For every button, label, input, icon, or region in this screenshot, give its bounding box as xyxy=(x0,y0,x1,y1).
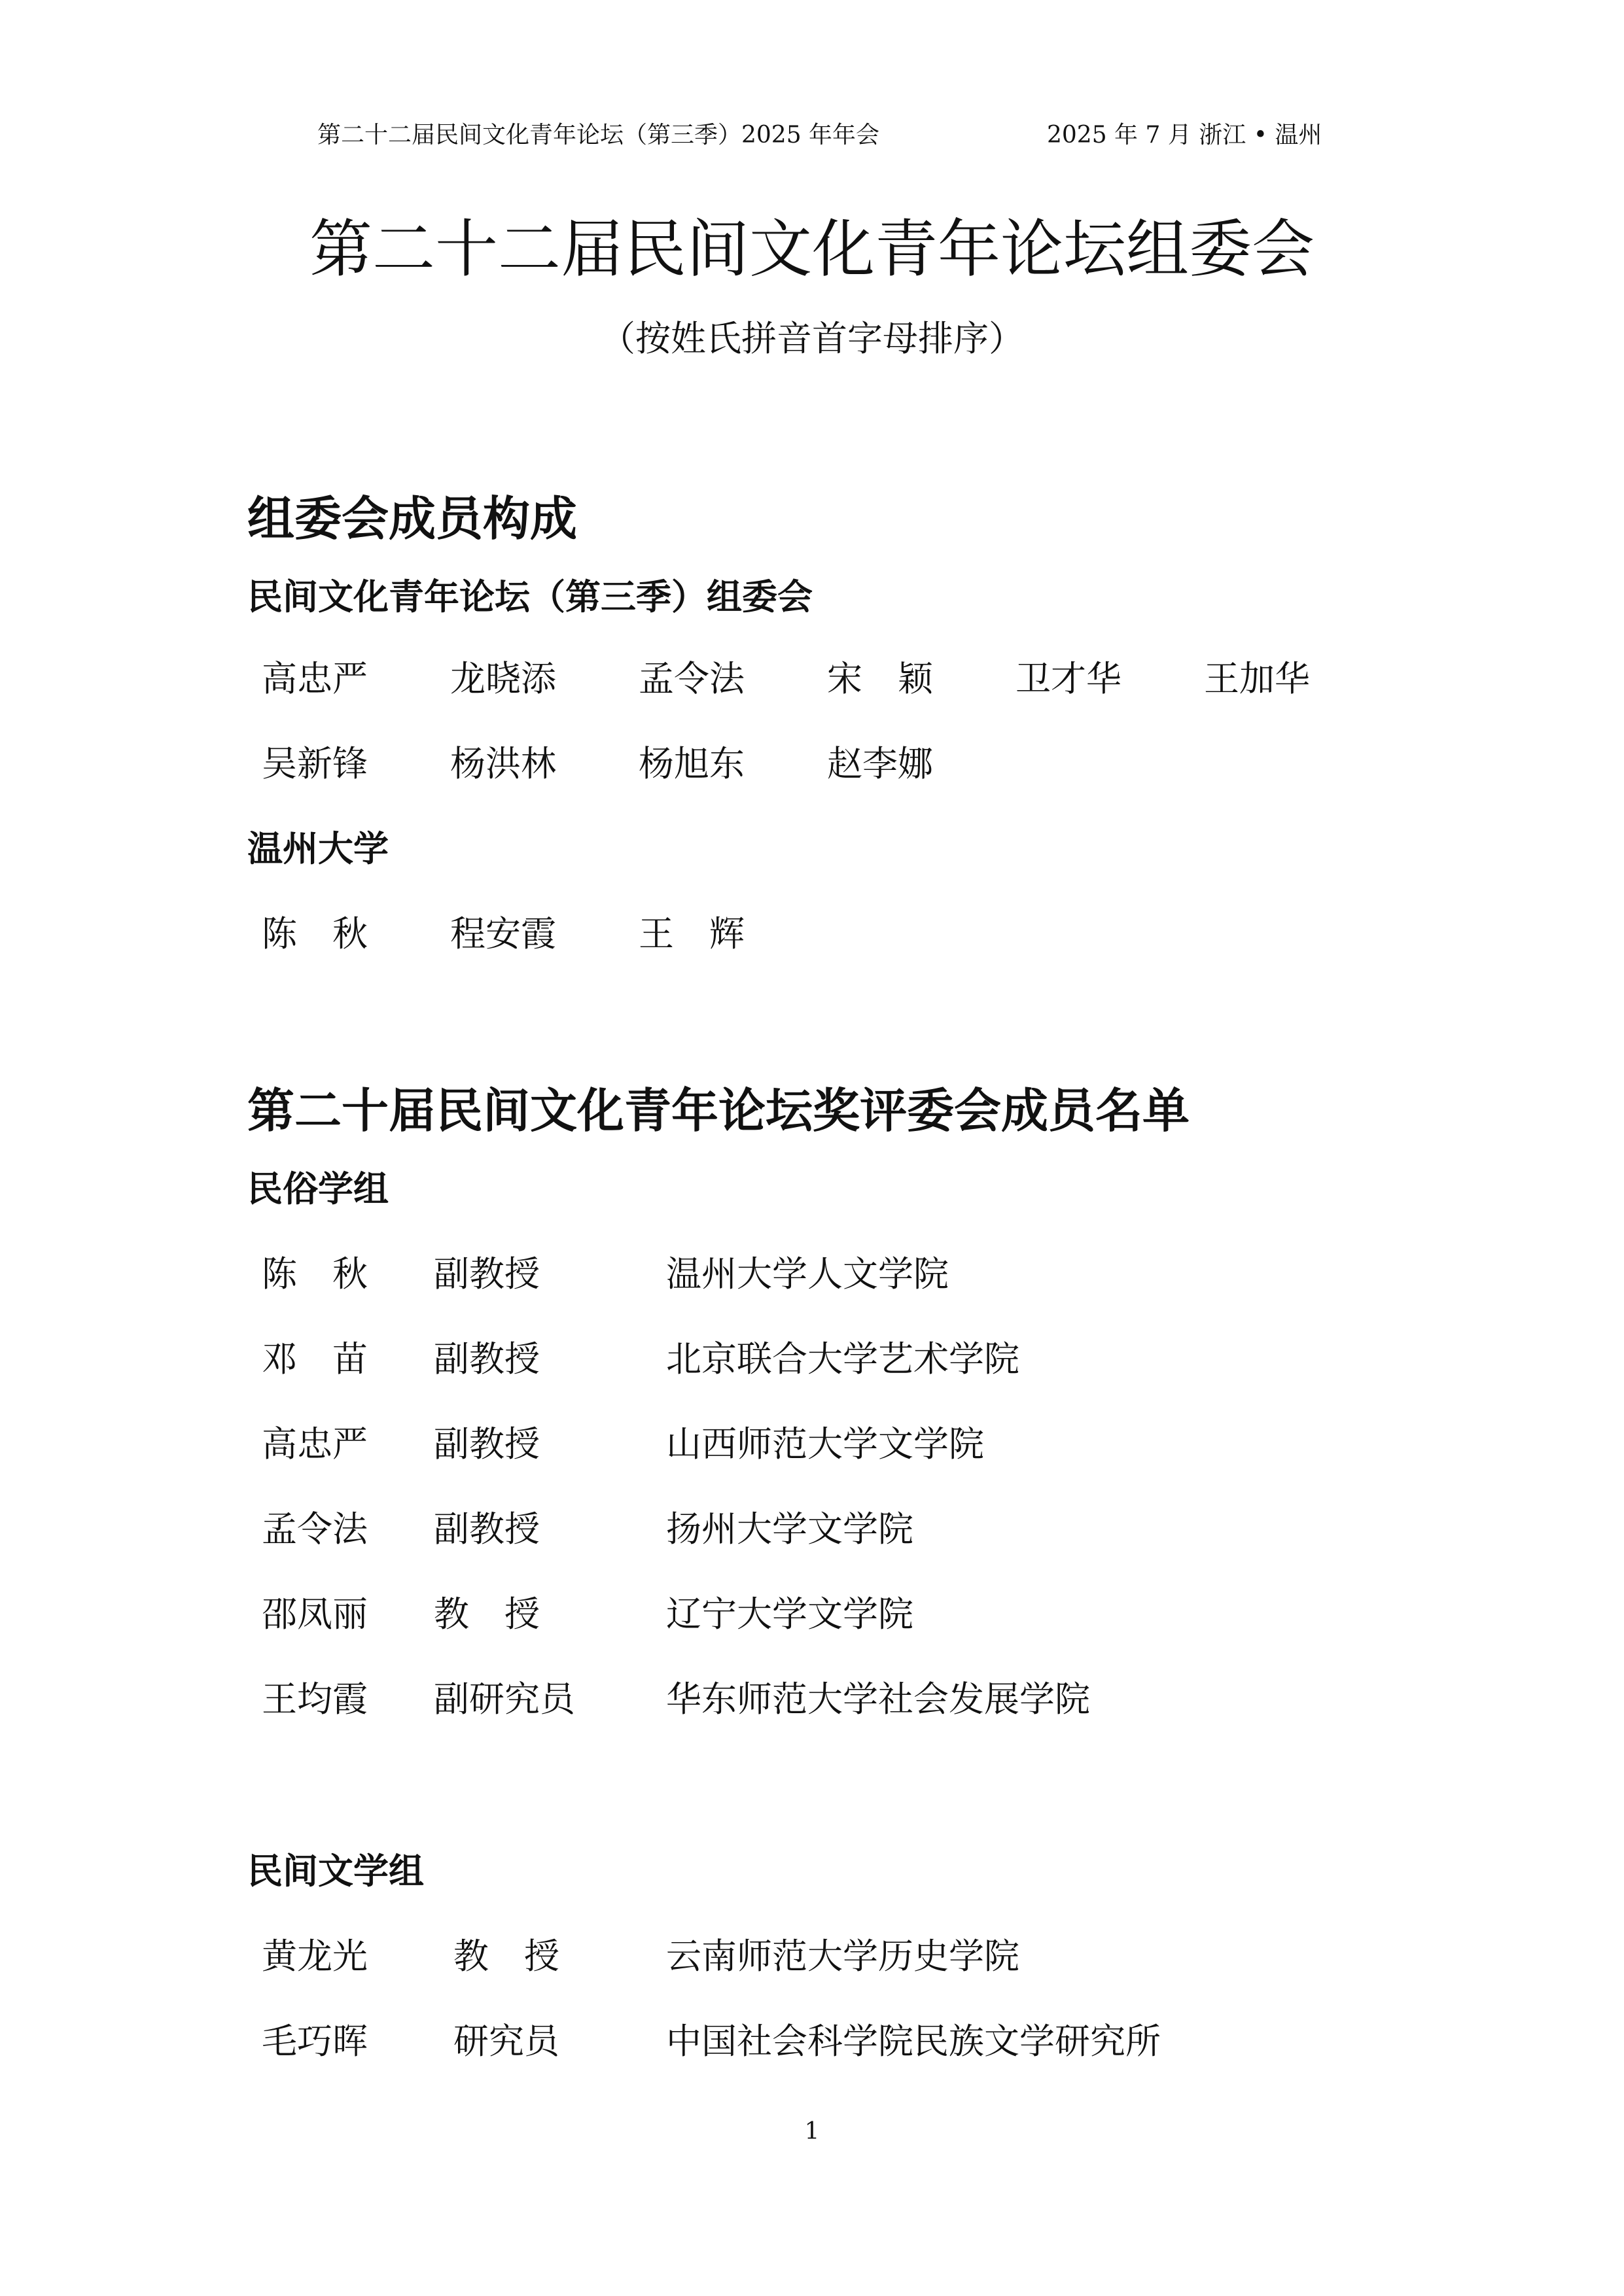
member-affiliation: 华东师范大学社会发展学院 xyxy=(666,1679,1090,1720)
member-name: 孟令法 xyxy=(639,658,745,699)
member-title: 教 授 xyxy=(434,1593,540,1635)
forum-committee-heading: 民间文化青年论坛（第三季）组委会 xyxy=(247,576,813,617)
page-number: 1 xyxy=(804,2118,820,2145)
document-subtitle: （按姓氏拼音首字母排序） xyxy=(600,318,1024,359)
member-affiliation: 辽宁大学文学院 xyxy=(666,1593,913,1635)
member-name: 吴新锋 xyxy=(262,743,368,784)
jury-heading: 第二十届民间文化青年论坛奖评委会成员名单 xyxy=(247,1083,1190,1138)
member-name: 毛巧晖 xyxy=(262,2021,368,2062)
running-header-left: 第二十二届民间文化青年论坛（第三季）2025 年年会 xyxy=(317,122,880,148)
member-affiliation: 扬州大学文学院 xyxy=(666,1508,913,1550)
member-name: 孟令法 xyxy=(262,1508,368,1550)
university-heading: 温州大学 xyxy=(247,827,389,869)
member-name: 王加华 xyxy=(1204,658,1310,699)
member-name: 陈 秋 xyxy=(262,1253,368,1295)
document-title: 第二十二届民间文化青年论坛组委会 xyxy=(309,213,1315,286)
member-title: 教 授 xyxy=(453,1936,559,1977)
literature-group-heading: 民间文学组 xyxy=(247,1850,424,1892)
member-name: 杨洪林 xyxy=(450,743,556,784)
member-title: 研究员 xyxy=(453,2021,559,2062)
running-header-right: 2025 年 7 月 浙江 • 温州 xyxy=(1047,122,1322,148)
member-title: 副研究员 xyxy=(434,1679,575,1720)
member-name: 陈 秋 xyxy=(262,913,368,954)
member-name: 王 辉 xyxy=(639,913,745,954)
member-name: 宋 颖 xyxy=(827,658,933,699)
member-name: 杨旭东 xyxy=(639,743,745,784)
member-name: 王均霞 xyxy=(262,1679,368,1720)
member-name: 卫才华 xyxy=(1015,658,1121,699)
member-affiliation: 北京联合大学艺术学院 xyxy=(666,1338,1019,1380)
member-affiliation: 山西师范大学文学院 xyxy=(666,1423,984,1465)
member-name: 程安霞 xyxy=(450,913,556,954)
member-name: 邵凤丽 xyxy=(262,1593,368,1635)
member-title: 副教授 xyxy=(434,1253,540,1295)
member-name: 赵李娜 xyxy=(827,743,933,784)
member-title: 副教授 xyxy=(434,1423,540,1465)
member-name: 高忠严 xyxy=(262,1423,368,1465)
member-title: 副教授 xyxy=(434,1508,540,1550)
committee-heading: 组委会成员构成 xyxy=(247,491,578,546)
member-affiliation: 温州大学人文学院 xyxy=(666,1253,949,1295)
member-name: 高忠严 xyxy=(262,658,368,699)
member-name: 黄龙光 xyxy=(262,1936,368,1977)
member-affiliation: 中国社会科学院民族文学研究所 xyxy=(666,2021,1161,2062)
member-name: 龙晓添 xyxy=(450,658,556,699)
member-affiliation: 云南师范大学历史学院 xyxy=(666,1936,1019,1977)
folklore-group-heading: 民俗学组 xyxy=(247,1168,389,1209)
member-title: 副教授 xyxy=(434,1338,540,1380)
member-name: 邓 苗 xyxy=(262,1338,368,1380)
